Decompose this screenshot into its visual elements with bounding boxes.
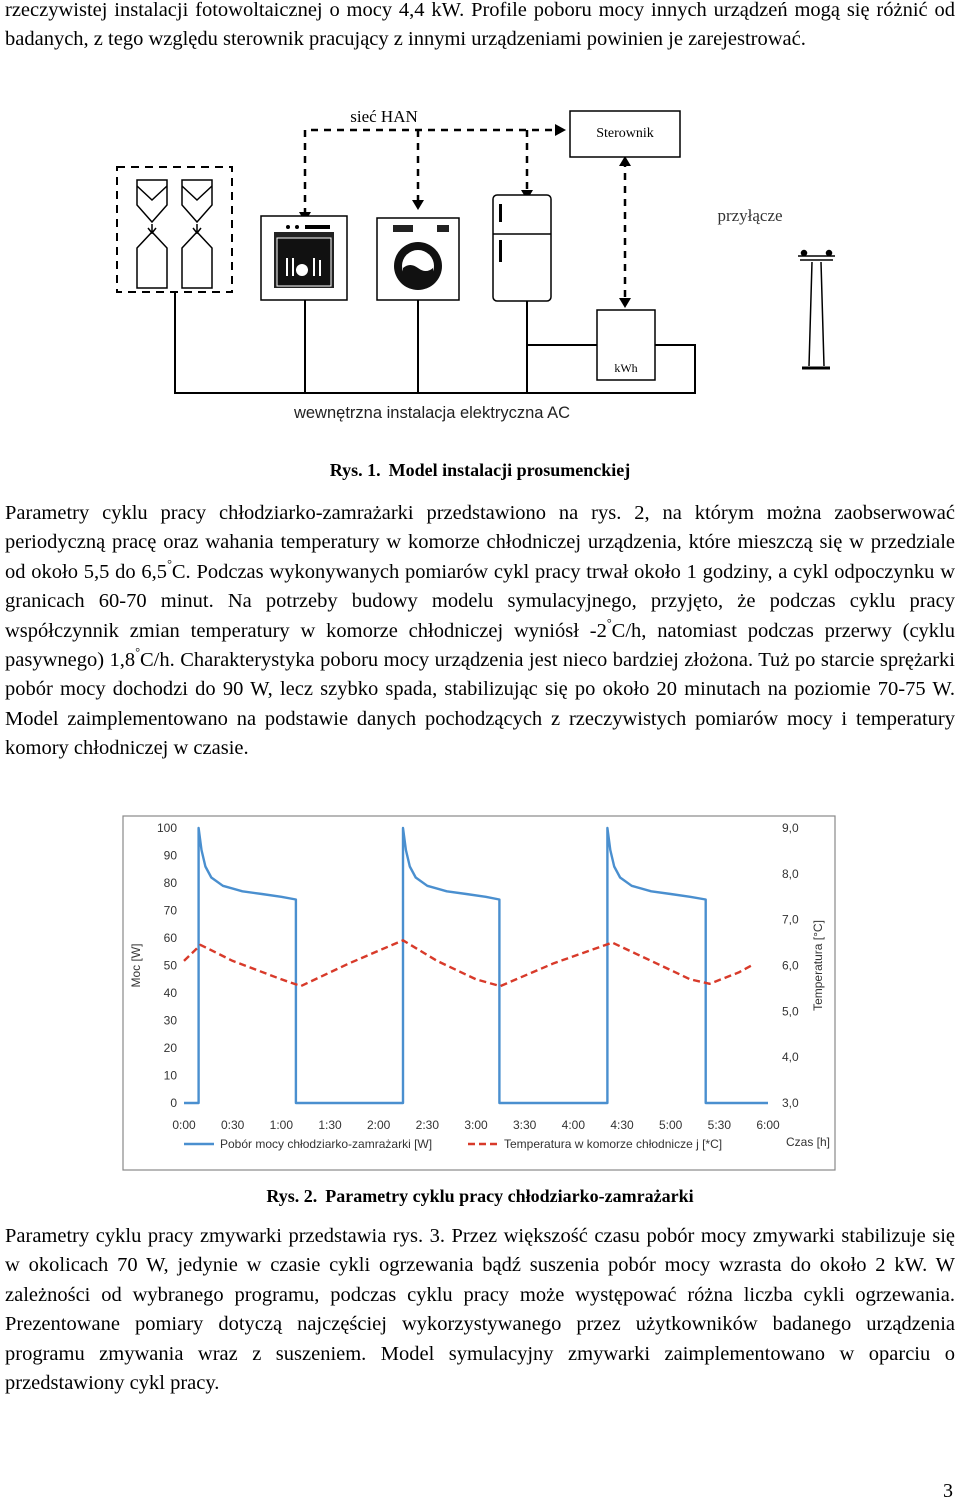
x-tick-label: 0:30 bbox=[220, 1118, 245, 1132]
x-axis-label: Czas [h] bbox=[785, 1135, 831, 1149]
y-left-tick-label: 80 bbox=[163, 876, 177, 890]
x-tick-label: 6:00 bbox=[756, 1118, 780, 1132]
paragraph-2 bbox=[5, 499, 955, 764]
installation-label: wewnętrzna instalacja elektryczna AC bbox=[293, 404, 571, 422]
solar-panel-icon bbox=[137, 180, 212, 288]
power-pole-icon bbox=[798, 251, 835, 369]
paragraph-2-part-2: C. Podczas wykonywanych pomiarów cykl pracy trwał około 1 godziny, a cykl odpoczynku w granicach 60-70 minut. Na potrzeby budowy modelu symulacyjnego, przyjęto, że podczas cyklu pracy współczynnik zmian temperatury w komorze chłodniczej wyniósł -2 bbox=[5, 560, 955, 642]
x-tick-label: 0:00 bbox=[172, 1118, 196, 1132]
controller-label: Sterownik bbox=[596, 126, 654, 141]
figure-2-chart bbox=[122, 815, 836, 1171]
connection-label: przyłącze bbox=[717, 206, 783, 225]
degree-symbol: ° bbox=[167, 556, 172, 571]
legend-power-label: Pobór mocy chłodziarko-zamrażarki [W] bbox=[220, 1137, 433, 1151]
x-tick-label: 2:00 bbox=[366, 1118, 391, 1132]
y-left-tick-label: 20 bbox=[163, 1041, 177, 1055]
y-right-tick-label: 8,0 bbox=[782, 866, 799, 881]
x-tick-label: 4:00 bbox=[561, 1118, 586, 1132]
y-left-tick-label: 10 bbox=[163, 1068, 177, 1083]
y-left-tick-label: 100 bbox=[156, 821, 177, 835]
x-tick-label: 5:30 bbox=[707, 1118, 732, 1132]
degree-symbol: ° bbox=[135, 645, 140, 660]
y-right-axis-label: Temperatura [°C] bbox=[811, 920, 825, 1011]
figure-2-caption-number: Rys. 2. bbox=[266, 1186, 318, 1206]
y-right-tick-label: 3,0 bbox=[782, 1096, 799, 1110]
figure-2-caption bbox=[0, 1186, 960, 1207]
meter-label: kWh bbox=[614, 361, 638, 375]
y-right-tick-label: 7,0 bbox=[782, 912, 799, 927]
y-left-tick-label: 60 bbox=[163, 931, 177, 945]
x-tick-label: 4:30 bbox=[610, 1118, 634, 1132]
y-left-tick-label: 40 bbox=[163, 986, 177, 1000]
figure-1-caption bbox=[0, 460, 960, 481]
x-tick-label: 3:00 bbox=[464, 1118, 488, 1132]
y-right-tick-label: 9,0 bbox=[782, 821, 799, 835]
y-left-tick-label: 70 bbox=[163, 903, 177, 918]
pv-array-frame bbox=[117, 167, 232, 292]
paragraph-2-part-3: C/h, natomiast podczas przerwy (cyklu pasywnego) 1,8 bbox=[5, 619, 955, 672]
figure-1-caption-text: Model instalacji prosumenckiej bbox=[388, 460, 631, 480]
x-tick-label: 1:00 bbox=[269, 1118, 294, 1132]
y-right-tick-label: 6,0 bbox=[782, 958, 799, 973]
x-tick-label: 1:30 bbox=[318, 1118, 342, 1132]
chart-frame bbox=[123, 816, 835, 1170]
y-right-tick-label: 4,0 bbox=[782, 1050, 799, 1065]
y-left-axis-label: Moc [W] bbox=[129, 943, 143, 988]
fridge-icon bbox=[493, 195, 551, 301]
page-number: 3 bbox=[943, 1480, 953, 1502]
figure-1-diagram bbox=[0, 95, 960, 440]
paragraph-2-part-4: C/h. Charakterystyka poboru mocy urządzenia jest nieco bardziej złożona. Tuż po starcie sprężarki pobór mocy dochodzi do 90 W, lecz szybko spada, stabilizując się po około 20 minutach na poziomie 70-75 W. Model zaimplementowano na podstawie danych pochodzących z rzeczywistych pomiarów mocy i temperatury komory chłodniczej w czasie. bbox=[5, 649, 955, 760]
paragraph-2-part-1: Parametry cyklu pracy chłodziarko-zamrażarki przedstawiono na rys. 2, na którym można zaobserwować periodyczną pracę oraz wahania temperatury w komorze chłodniczej urządzenia, które mieszczą się w przedziale od około 5,5 do 6,5 bbox=[5, 502, 955, 583]
y-right-tick-label: 5,0 bbox=[782, 1004, 799, 1019]
y-left-tick-label: 0 bbox=[170, 1096, 177, 1110]
han-network-label: sieć HAN bbox=[350, 107, 418, 126]
y-left-tick-label: 30 bbox=[163, 1013, 177, 1028]
x-tick-label: 3:30 bbox=[512, 1118, 537, 1132]
y-left-tick-label: 90 bbox=[163, 848, 177, 863]
y-left-tick-label: 50 bbox=[163, 958, 177, 973]
intro-paragraph: rzeczywistej instalacji fotowoltaicznej o mocy 4,4 kW. Profile poboru mocy innych urządzeń mogą się różnić od badanych, z tego względu sterownik pracujący z innymi urządzeniami powinien je zarejestrować. bbox=[5, 0, 955, 51]
x-tick-label: 5:00 bbox=[658, 1118, 683, 1132]
figure-1-caption-number: Rys. 1. bbox=[329, 460, 381, 480]
legend-temperature-label: Temperatura w komorze chłodnicze j [*C] bbox=[504, 1137, 723, 1151]
dishwasher-icon bbox=[261, 216, 347, 300]
paragraph-3: Parametry cyklu pracy zmywarki przedstawia rys. 3. Przez większość czasu pobór mocy zmywarki stabilizuje się w okolicach 70 W, jedynie w czasie cykli ogrzewania bądź suszenia pobór mocy wzrasta do około 2 kW. W zależności od wybranego programu, podczas cyklu pracy może występować różna liczba cykli ogrzewania. Prezentowane pomiary dotyczą najczęściej wykorzystywanego przez użytkowników badanego urządzenia programu zmywania wraz z suszeniem. Model symulacyjny zmywarki zaimplementowano w oparciu o przedstawiony cykl pracy. bbox=[5, 1225, 955, 1395]
washing-machine-icon bbox=[377, 218, 459, 300]
x-tick-label: 2:30 bbox=[415, 1118, 440, 1132]
degree-symbol: ° bbox=[606, 615, 612, 630]
figure-2-caption-text: Parametry cyklu pracy chłodziarko-zamrażarki bbox=[325, 1186, 694, 1206]
